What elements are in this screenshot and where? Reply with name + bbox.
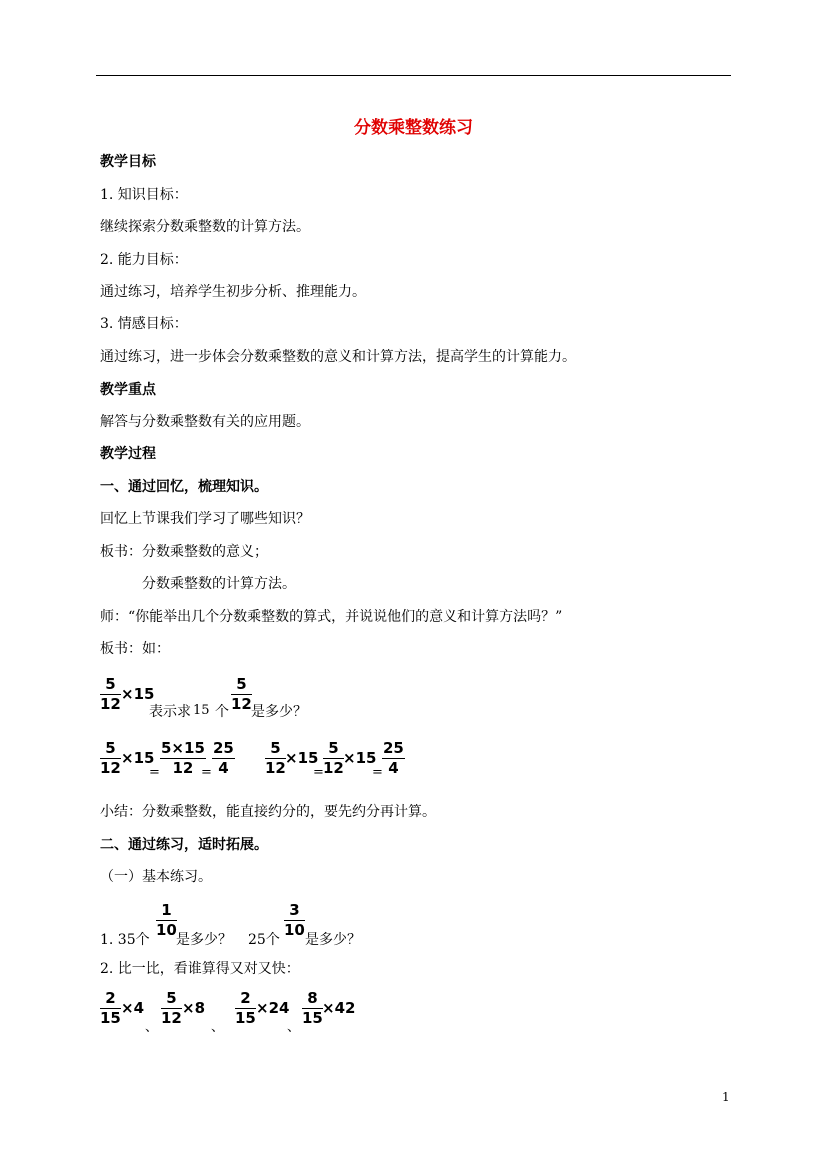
page-number: 1: [722, 1090, 730, 1104]
equals-sign: =: [372, 765, 383, 780]
meaning-text-c: 是多少？: [251, 704, 307, 720]
goal-2-label: 2. 能力目标：: [100, 252, 188, 268]
q1-text-a: 1. 35个: [100, 932, 150, 948]
fraction-2-15: 2 15: [235, 989, 256, 1027]
heading-key-points: 教学重点: [100, 382, 156, 398]
times-15: ×15: [121, 749, 155, 767]
summary-text: 小结：分数乘整数，能直接约分的，要先约分再计算。: [100, 804, 436, 820]
goal-1-label: 1. 知识目标：: [100, 187, 188, 203]
section-2-heading: 二、通过练习，适时拓展。: [100, 837, 268, 853]
fraction-25-4: 25 4: [213, 739, 234, 777]
fraction-5-12: 5 12: [323, 739, 344, 777]
equals-sign: =: [201, 765, 212, 780]
fraction-2-15: 2 15: [100, 989, 121, 1027]
meaning-number: 15: [193, 703, 210, 718]
fraction-1-10: 1 10: [156, 901, 177, 939]
fraction-5-12: 5 12: [100, 739, 121, 777]
separator: 、: [287, 1020, 301, 1035]
fraction-5-12: 5 12: [265, 739, 286, 777]
fraction-8-15: 8 15: [302, 989, 323, 1027]
times-42: ×42: [322, 999, 356, 1017]
heading-teaching-goals: 教学目标: [100, 154, 156, 170]
equals-sign: =: [313, 765, 324, 780]
equals-sign: =: [149, 765, 160, 780]
goal-2-text: 通过练习，培养学生初步分析、推理能力。: [100, 284, 366, 300]
board-note-2: 分数乘整数的计算方法。: [142, 576, 296, 592]
goal-3-text: 通过练习，进一步体会分数乘整数的意义和计算方法，提高学生的计算能力。: [100, 349, 576, 365]
times-15: ×15: [343, 749, 377, 767]
q2-text: 2. 比一比，看谁算得又对又快：: [100, 961, 300, 977]
page-title: 分数乘整数练习: [354, 118, 473, 138]
meaning-text-a: 表示求: [149, 704, 191, 720]
q1-text-d: 是多少？: [305, 932, 361, 948]
times-15: ×15: [121, 685, 155, 703]
review-question: 回忆上节课我们学习了哪些知识？: [100, 511, 310, 527]
separator: 、: [145, 1020, 159, 1035]
section-1-heading: 一、通过回忆，梳理知识。: [100, 479, 268, 495]
fraction-25-4: 25 4: [383, 739, 404, 777]
goal-1-text: 继续探索分数乘整数的计算方法。: [100, 219, 310, 235]
times-4: ×4: [121, 999, 145, 1017]
q1-text-b: 是多少？: [176, 932, 232, 948]
separator: 、: [211, 1020, 225, 1035]
board-note-3: 板书：如：: [100, 641, 170, 657]
header-rule: [96, 75, 731, 76]
meaning-text-b: 个: [215, 704, 229, 720]
key-points-text: 解答与分数乘整数有关的应用题。: [100, 414, 310, 430]
basic-practice-label: （一）基本练习。: [100, 869, 212, 885]
times-24: ×24: [256, 999, 290, 1017]
fraction-5-12: 5 12: [161, 989, 182, 1027]
q1-text-c: 25个: [248, 932, 280, 948]
fraction-5-12: 5 12: [100, 675, 121, 713]
fraction-5x15-12: 5×15 12: [161, 739, 205, 777]
fraction-5-12: 5 12: [231, 675, 252, 713]
times-15: ×15: [285, 749, 319, 767]
fraction-3-10: 3 10: [284, 901, 305, 939]
times-8: ×8: [182, 999, 206, 1017]
heading-process: 教学过程: [100, 446, 156, 462]
goal-3-label: 3. 情感目标：: [100, 316, 188, 332]
board-note-1: 板书：分数乘整数的意义；: [100, 544, 268, 560]
teacher-prompt: 师：“你能举出几个分数乘整数的算式，并说说他们的意义和计算方法吗？”: [100, 609, 563, 625]
